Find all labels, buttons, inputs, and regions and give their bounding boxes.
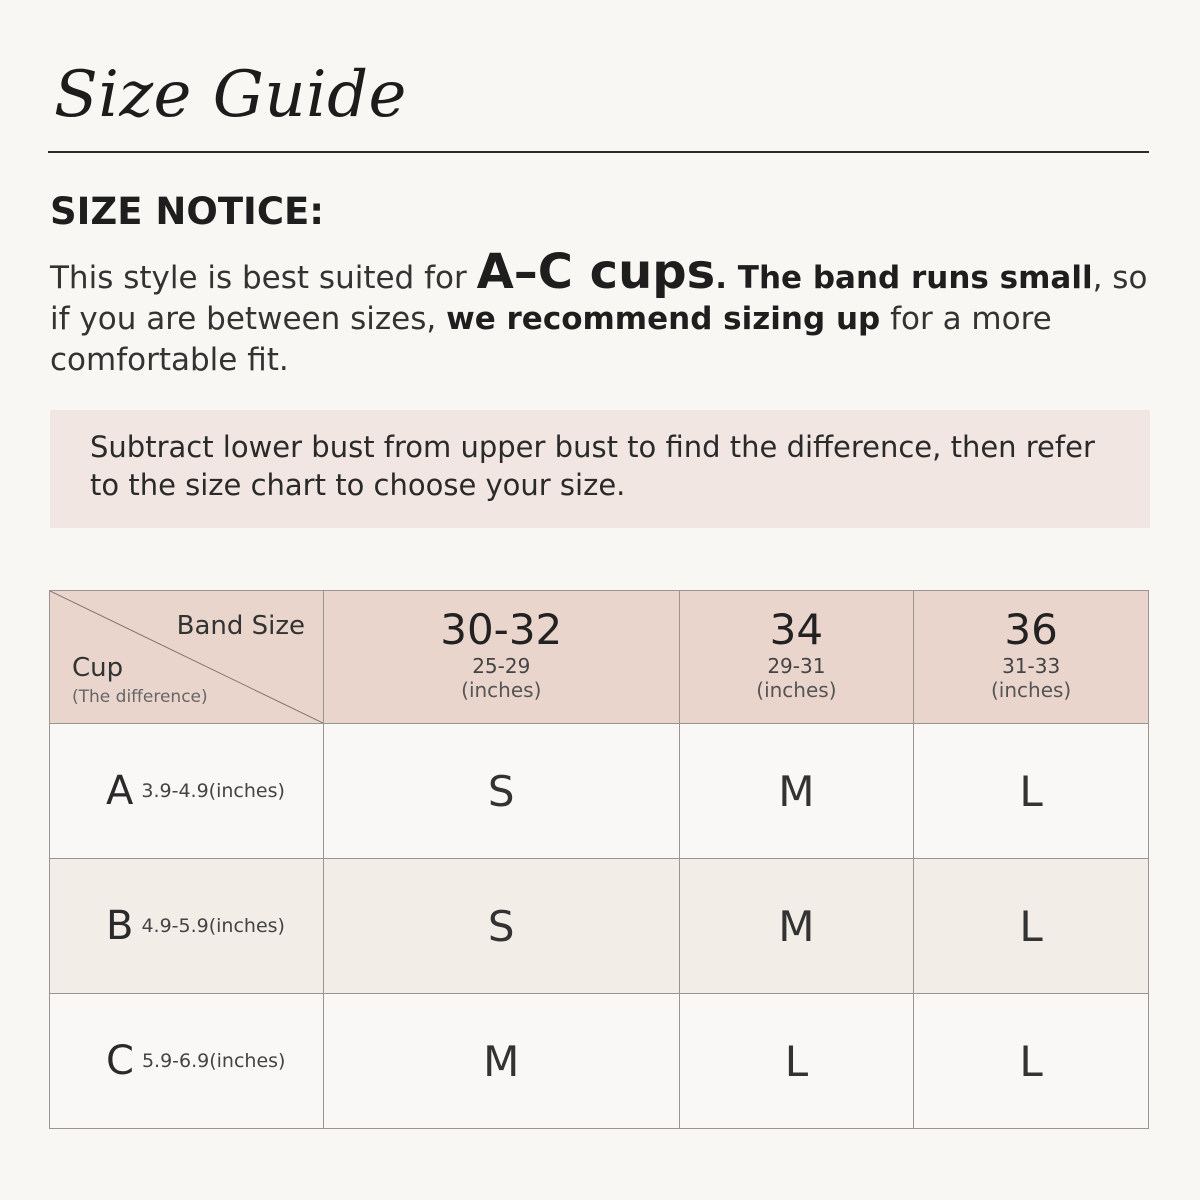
band-unit: (inches) bbox=[461, 678, 542, 702]
size-cell: L bbox=[914, 859, 1149, 994]
band-range: 31-33 bbox=[1002, 654, 1061, 678]
size-cell: L bbox=[914, 724, 1149, 859]
size-chart-table bbox=[49, 590, 1149, 1129]
notice-text-part4: for a more comfortable fit. bbox=[50, 301, 1052, 378]
notice-text-part3: , so if you are between sizes, bbox=[50, 260, 1148, 337]
band-value: 30-32 bbox=[440, 605, 563, 654]
band-header-30-32 bbox=[324, 591, 680, 724]
band-size-label: Band Size bbox=[176, 611, 305, 641]
size-cell: S bbox=[324, 859, 680, 994]
cup-range: 4.9-5.9(inches) bbox=[141, 915, 285, 937]
cup-cell bbox=[50, 724, 324, 859]
size-cell: S bbox=[324, 724, 680, 859]
notice-text-part2: . bbox=[715, 260, 738, 296]
band-value: 34 bbox=[769, 605, 824, 654]
corner-header-cell bbox=[50, 591, 324, 724]
size-cell: M bbox=[324, 994, 680, 1129]
band-header-34 bbox=[679, 591, 914, 724]
size-cell: M bbox=[679, 724, 914, 859]
notice-recommend: we recommend sizing up bbox=[446, 301, 881, 337]
cup-letter: B bbox=[106, 903, 134, 949]
notice-text-part1: This style is best suited for bbox=[50, 260, 477, 296]
cup-range: 5.9-6.9(inches) bbox=[141, 1050, 286, 1072]
cup-letter: C bbox=[106, 1038, 134, 1084]
table-row-cup-c bbox=[50, 994, 1149, 1129]
band-range: 25-29 bbox=[472, 654, 531, 678]
table-header-row bbox=[50, 591, 1149, 724]
size-notice-text bbox=[50, 244, 1160, 381]
notice-band-runs-small: The band runs small bbox=[737, 260, 1093, 296]
title-divider bbox=[48, 151, 1149, 153]
size-notice-heading: SIZE NOTICE: bbox=[50, 190, 325, 233]
band-header-36 bbox=[914, 591, 1149, 724]
band-unit: (inches) bbox=[991, 678, 1072, 702]
cup-label: Cup bbox=[72, 653, 124, 683]
band-unit: (inches) bbox=[756, 678, 837, 702]
table-row-cup-a bbox=[50, 724, 1149, 859]
cup-range: 3.9-4.9(inches) bbox=[141, 780, 285, 802]
cup-cell bbox=[50, 994, 324, 1129]
size-cell: L bbox=[679, 994, 914, 1129]
instruction-box: Subtract lower bust from upper bust to find the difference, then refer to the size chart to choose your size. bbox=[50, 410, 1150, 528]
difference-label: (The difference) bbox=[72, 687, 208, 707]
band-range: 29-31 bbox=[767, 654, 826, 678]
band-value: 36 bbox=[1004, 605, 1058, 654]
table-row-cup-b bbox=[50, 859, 1149, 994]
notice-cups: A–C cups bbox=[476, 244, 716, 300]
size-cell: L bbox=[914, 994, 1149, 1129]
cup-cell bbox=[50, 859, 324, 994]
cup-letter: A bbox=[106, 768, 134, 814]
page-title: Size Guide bbox=[54, 58, 407, 132]
size-cell: M bbox=[679, 859, 914, 994]
